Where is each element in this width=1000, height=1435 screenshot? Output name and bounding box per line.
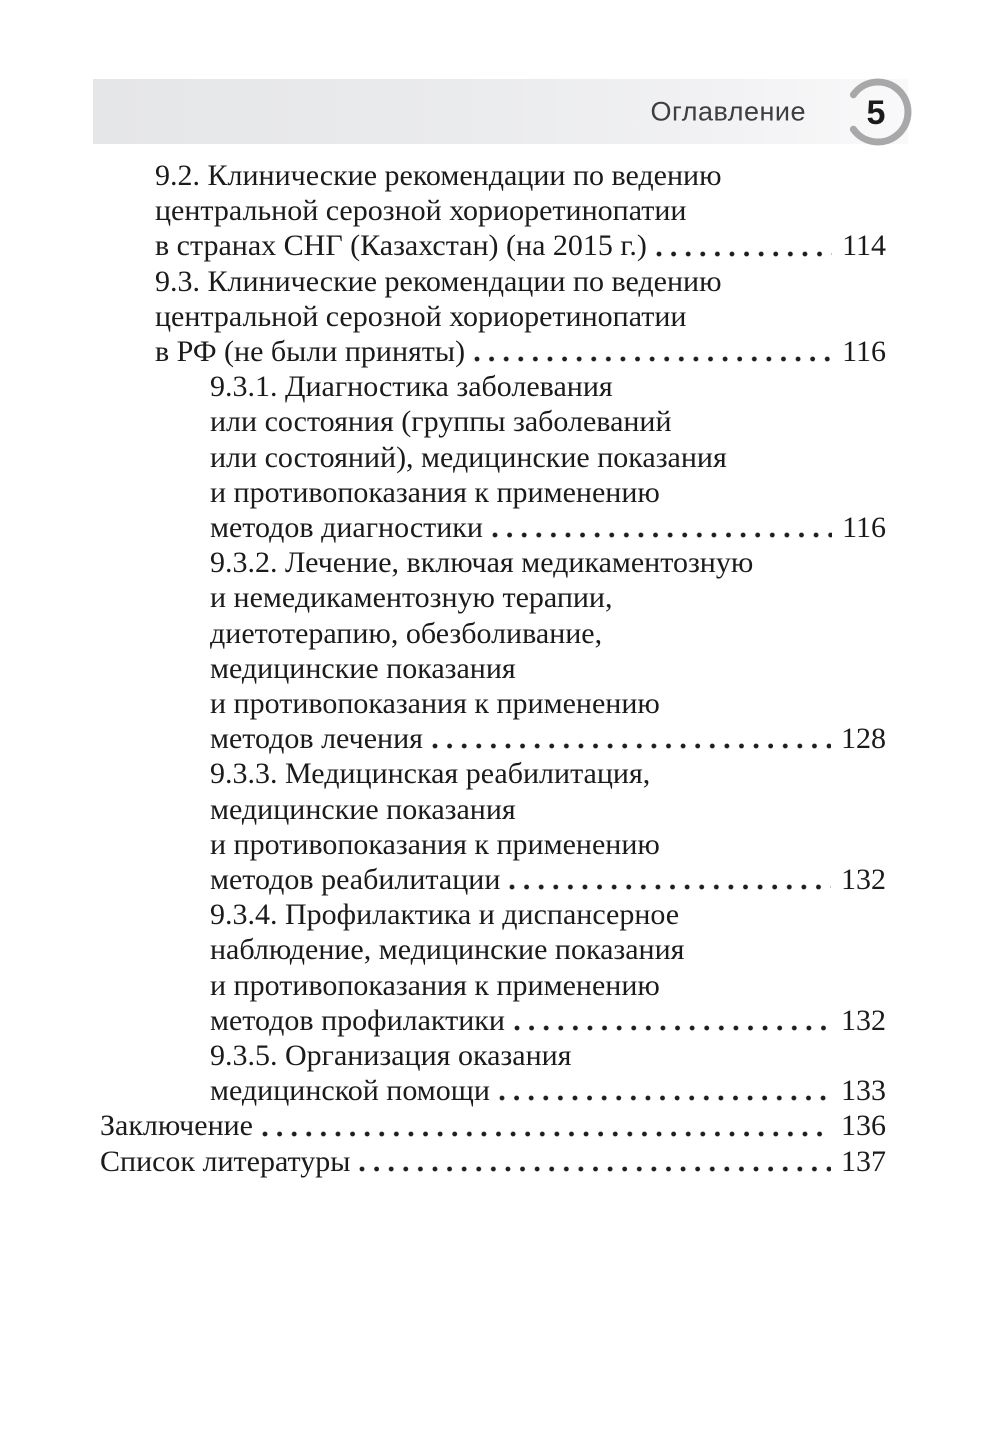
toc-entry-text: и немедикаментозную терапии, (210, 581, 613, 615)
toc-row (100, 792, 886, 827)
toc-entry-text: или состояния (группы заболеваний (210, 405, 672, 439)
page-header-title: Оглавление (650, 96, 806, 126)
toc-entry-text: Заключение (100, 1109, 253, 1143)
toc-entry-text: в странах СНГ (Казахстан) (на 2015 г.) (155, 229, 647, 263)
toc-row (100, 827, 886, 862)
dot-leader (492, 532, 832, 538)
dot-leader (359, 1166, 831, 1172)
toc-row (100, 968, 886, 1003)
toc-row (100, 1073, 886, 1108)
toc-row (100, 440, 886, 475)
dot-leader (499, 1095, 831, 1101)
toc-row (100, 228, 886, 263)
toc-entry-text: 9.3.1. Диагностика заболевания (210, 370, 613, 404)
toc-row (100, 651, 886, 686)
toc-page-number: 137 (841, 1144, 886, 1178)
toc-row (100, 404, 886, 439)
toc-entry-text: и противопоказания к применению (210, 687, 660, 721)
dot-leader (262, 1131, 831, 1137)
toc-entry-text: или состояний), медицинские показания (210, 440, 727, 474)
toc-page-number: 136 (841, 1109, 886, 1143)
toc-entry-text: центральной серозной хориоретинопатии (155, 194, 687, 228)
dot-leader (432, 743, 831, 749)
page-number: 5 (866, 94, 886, 132)
dot-leader (509, 884, 831, 890)
toc-entry-text: медицинской помощи (210, 1074, 490, 1108)
toc-page-number: 116 (842, 511, 886, 545)
dot-leader (656, 251, 832, 257)
toc-entry-text: 9.3. Клинические рекомендации по ведению (155, 264, 722, 298)
toc-row (100, 721, 886, 756)
toc-entry-text: в РФ (не были приняты) (155, 335, 466, 369)
toc-row (100, 756, 886, 791)
toc-row (100, 1144, 886, 1179)
toc-entry-text: 9.3.2. Лечение, включая медикаментозную (210, 546, 754, 580)
toc-row (100, 897, 886, 932)
toc-row (100, 686, 886, 721)
toc-page-number: 128 (841, 722, 886, 756)
toc-row (100, 369, 886, 404)
toc-row (100, 1038, 886, 1073)
toc-row (100, 1003, 886, 1038)
dot-leader (514, 1025, 831, 1031)
toc-page-number: 116 (842, 335, 886, 369)
toc-page-number: 133 (841, 1074, 886, 1108)
toc-row (100, 264, 886, 299)
toc-entry-text: наблюдение, медицинские показания (210, 933, 685, 967)
toc-row (100, 334, 886, 369)
toc-entry-text: диетотерапию, обезболивание, (210, 616, 603, 650)
toc-entry-text: медицинские показания (210, 651, 516, 685)
dot-leader (474, 356, 832, 362)
toc-entry-text: и противопоказания к применению (210, 827, 660, 861)
toc-page-number: 132 (841, 863, 886, 897)
toc-entry-text: 9.3.5. Организация оказания (210, 1039, 572, 1073)
toc-row (100, 475, 886, 510)
toc-entry-text: 9.3.4. Профилактика и диспансерное (210, 898, 680, 932)
toc-row (100, 932, 886, 967)
toc-entry-text: и противопоказания к применению (210, 475, 660, 509)
toc-row (100, 193, 886, 228)
toc-entry-text: методов реабилитации (210, 863, 501, 897)
toc-page-number: 132 (841, 1003, 886, 1037)
toc-entry-text: методов профилактики (210, 1003, 505, 1037)
toc-row (100, 580, 886, 615)
toc-entry-text: центральной серозной хориоретинопатии (155, 299, 687, 333)
toc-entry-text: методов диагностики (210, 511, 483, 545)
toc-row (100, 616, 886, 651)
toc-row (100, 545, 886, 580)
header-bar (93, 79, 908, 144)
toc-page-number: 114 (842, 229, 886, 263)
toc-entry-text: Список литературы (100, 1144, 351, 1178)
table-of-contents (100, 158, 886, 1179)
toc-row (100, 510, 886, 545)
toc-row (100, 158, 886, 193)
toc-row (100, 299, 886, 334)
toc-entry-text: 9.2. Клинические рекомендации по ведению (155, 159, 722, 192)
toc-entry-text: и противопоказания к применению (210, 968, 660, 1002)
toc-entry-text: медицинские показания (210, 792, 516, 826)
toc-entry-text: 9.3.3. Медицинская реабилитация, (210, 757, 651, 791)
toc-row (100, 862, 886, 897)
toc-row (100, 1108, 886, 1143)
toc-entry-text: методов лечения (210, 722, 423, 756)
